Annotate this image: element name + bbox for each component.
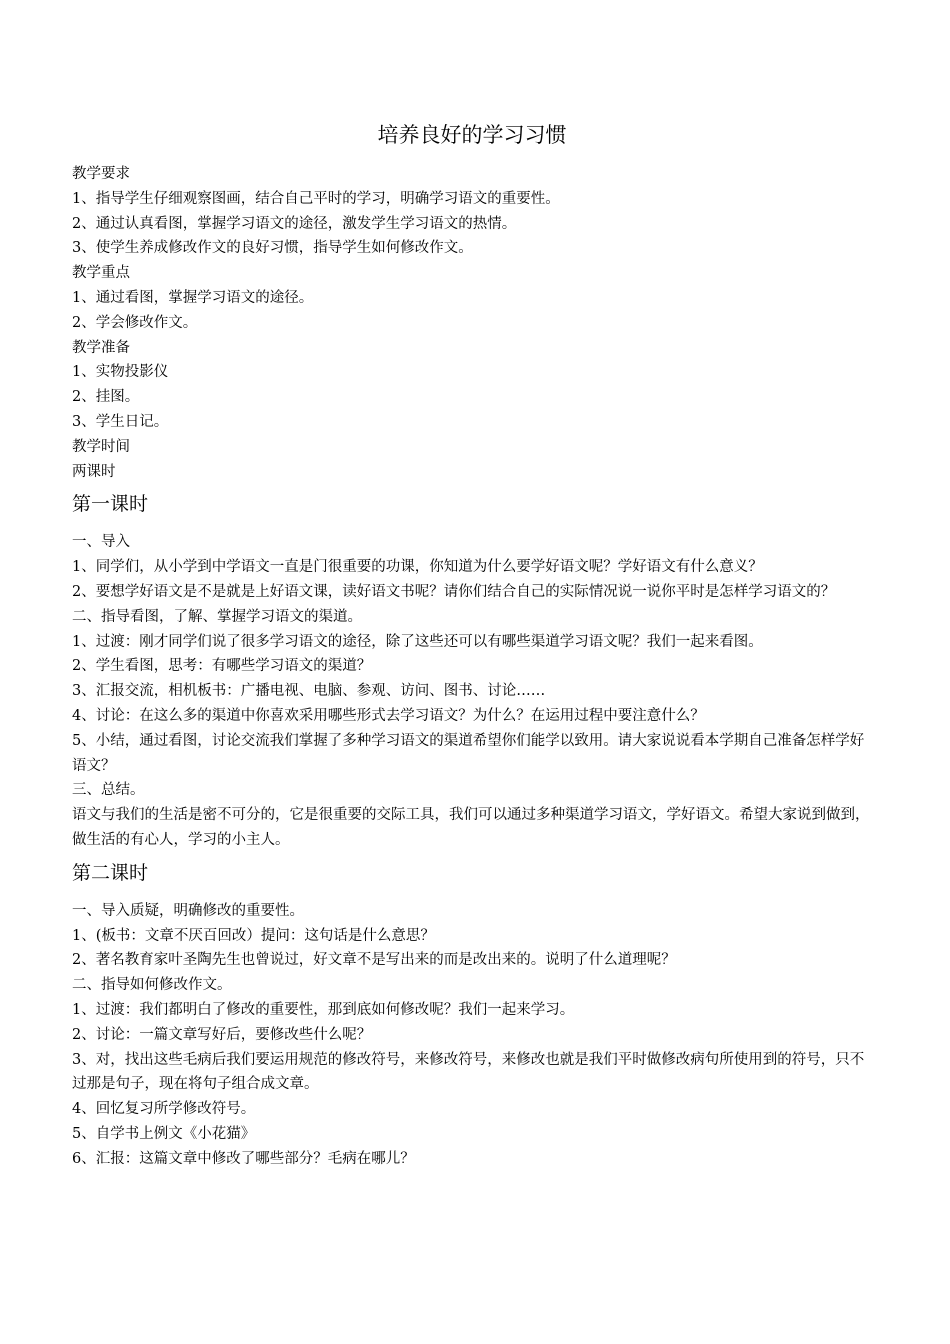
lesson-one-line: 一、导入 — [72, 534, 130, 551]
lesson-one-line: 2、要想学好语文是不是就是上好语文课，读好语文书呢？请你们结合自己的实际情况说一说你平时是怎样学习语文的？ — [72, 583, 836, 600]
section-label-focus: 教学重点 — [72, 265, 130, 282]
lesson-two-line: 一、导入质疑，明确修改的重要性。 — [72, 902, 304, 919]
lesson-two-line: 1、(板书：文章不厌百回改）提问：这句话是什么意思？ — [72, 927, 435, 944]
lesson-one-line: 5、小结，通过看图，讨论交流我们掌握了多种学习语文的渠道希望你们能学以致用。请大家说说看本学期自己准备怎样学好语文？ — [72, 732, 865, 774]
lesson-one-line: 1、同学们，从小学到中学语文一直是门很重要的功课，你知道为什么要学好语文呢？学好语文有什么意义？ — [72, 559, 763, 576]
lesson-two-line: 6、汇报：这篇文章中修改了哪些部分？毛病在哪儿？ — [72, 1150, 415, 1167]
focus-item: 2、学会修改作文。 — [72, 314, 198, 331]
section-label-preparation: 教学准备 — [72, 339, 130, 356]
lesson-one-line: 4、讨论：在这么多的渠道中你喜欢采用哪些形式去学习语文？为什么？在运用过程中要注意什么？ — [72, 707, 705, 724]
lesson-two-line: 1、过渡：我们都明白了修改的重要性，那到底如何修改呢？我们一起来学习。 — [72, 1001, 575, 1018]
preparation-item: 3、学生日记。 — [72, 413, 169, 430]
section-label-requirements: 教学要求 — [72, 166, 130, 182]
lesson-two-heading: 第二课时 — [72, 861, 149, 884]
lesson-two-section — [72, 857, 872, 1172]
document-title: 培养良好的学习习惯 — [377, 123, 567, 147]
lesson-two-line: 2、著名教育家叶圣陶先生也曾说过，好文章不是写出来的而是改出来的。说明了什么道理呢？ — [72, 952, 676, 969]
preparation-item: 2、挂图。 — [72, 389, 140, 406]
lesson-two-line: 二、指导如何修改作文。 — [72, 977, 232, 994]
lesson-two-line: 2、讨论：一篇文章写好后，要修改些什么呢？ — [72, 1026, 372, 1043]
preparation-item: 1、实物投影仪 — [72, 364, 169, 381]
lesson-two-line: 5、自学书上例文《小花猫》 — [72, 1125, 256, 1142]
focus-item: 1、通过看图，掌握学习语文的途径。 — [72, 289, 314, 306]
intro-section — [72, 162, 872, 484]
lesson-one-line: 语文与我们的生活是密不可分的，它是很重要的交际工具，我们可以通过多种渠道学习语文，学好语文。希望大家说到做到，做生活的有心人，学习的小主人。 — [72, 807, 870, 848]
lesson-one-section — [72, 488, 872, 852]
lesson-one-line: 1、过渡：刚才同学们说了很多学习语文的途径，除了这些还可以有哪些渠道学习语文呢？我们一起来看图。 — [72, 633, 763, 650]
lesson-one-line: 3、汇报交流，相机板书：广播电视、电脑、参观、访问、图书、讨论…… — [72, 683, 546, 700]
document-page — [72, 118, 872, 1171]
lesson-one-line: 2、学生看图，思考：有哪些学习语文的渠道？ — [72, 658, 372, 675]
requirement-item: 1、指导学生仔细观察图画，结合自己平时的学习，明确学习语文的重要性。 — [72, 190, 560, 207]
lesson-one-line: 三、总结。 — [72, 782, 145, 799]
lesson-two-line: 3、对，找出这些毛病后我们要运用规范的修改符号，来修改符号，来修改也就是我们平时做修改病句所使用到的符号，只不过那是句子，现在将句子组合成文章。 — [72, 1051, 865, 1093]
requirement-item: 2、通过认真看图，掌握学习语文的途径，激发学生学习语文的热情。 — [72, 215, 517, 232]
requirement-item: 3、使学生养成修改作文的良好习惯，指导学生如何修改作文。 — [72, 240, 473, 257]
lesson-two-line: 4、回忆复习所学修改符号。 — [72, 1101, 256, 1118]
section-label-time: 教学时间 — [72, 438, 130, 455]
time-value: 两课时 — [72, 463, 116, 480]
lesson-one-heading: 第一课时 — [72, 493, 149, 516]
lesson-one-line: 二、指导看图，了解、掌握学习语文的渠道。 — [72, 608, 362, 625]
